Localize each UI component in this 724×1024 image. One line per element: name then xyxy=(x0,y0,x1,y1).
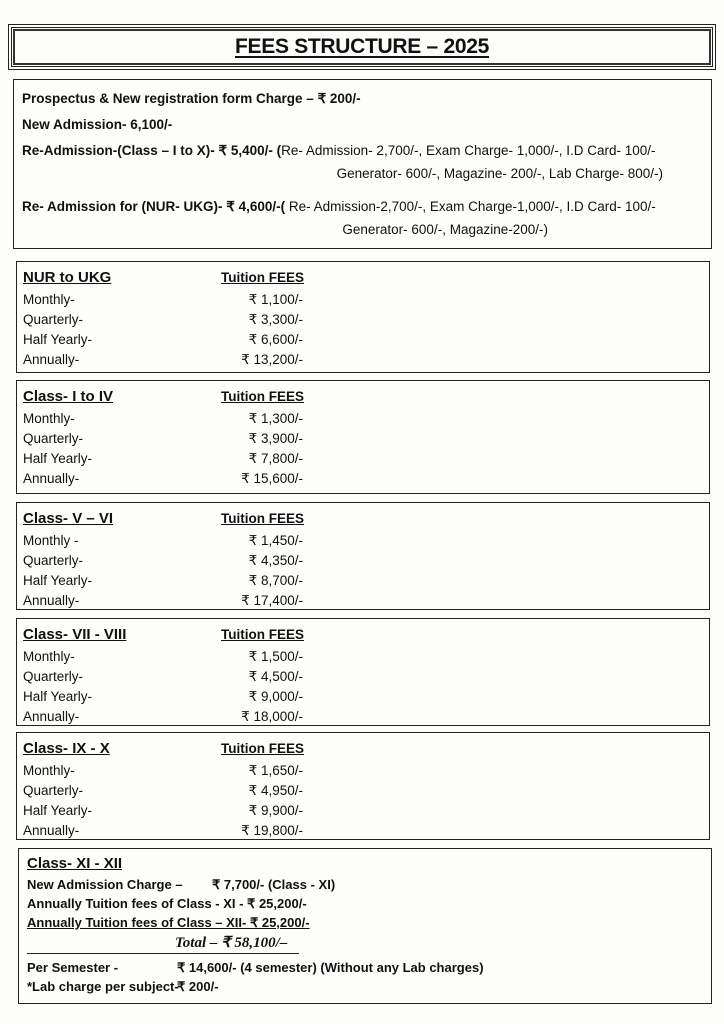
fee-row xyxy=(23,429,703,449)
fee-row xyxy=(23,531,703,551)
readmission-i-x-label: Re-Admission-(Class – I to X)- ₹ 5,400/- ( xyxy=(22,143,282,158)
fee-row xyxy=(23,290,703,310)
fee-row xyxy=(23,449,703,469)
fee-row xyxy=(23,310,703,330)
fee-value: ₹ 4,500/- xyxy=(248,669,303,684)
fee-row xyxy=(23,551,703,571)
annual-xi-row: Annually Tuition fees of Class - XI - ₹ 25,200/- xyxy=(27,896,307,911)
fee-section-class-v-vi xyxy=(16,502,710,610)
fee-label: Annually- xyxy=(23,709,80,724)
fee-label: Monthly- xyxy=(23,411,75,426)
fee-value: ₹ 4,950/- xyxy=(248,783,303,798)
readmission-i-x-breakdown-1: Re- Admission- 2,700/-, Exam Charge- 1,000/-, I.D Card- 100/- xyxy=(281,143,656,158)
fee-label: Half Yearly- xyxy=(23,573,93,588)
annual-xii-row: Annually Tuition fees of Class – XII- ₹ 25,200/- xyxy=(27,915,310,930)
fee-value: ₹ 6,600/- xyxy=(248,332,303,347)
fee-value: ₹ 1,650/- xyxy=(248,763,303,778)
section-title: Class- I to IV xyxy=(23,388,114,405)
readmission-nur-ukg-breakdown-2: Generator- 600/-, Magazine-200/-) xyxy=(342,222,548,237)
readmission-nur-ukg-breakdown-1: Re- Admission-2,700/-, Exam Charge-1,000/-, I.D Card- 100/- xyxy=(285,199,656,214)
fee-label: Monthly- xyxy=(23,649,75,664)
section-title: Class- V – VI xyxy=(23,510,114,527)
fee-row xyxy=(23,801,703,821)
readmission-nur-ukg xyxy=(22,194,703,220)
per-semester-value: ₹ 14,600/- (4 semester) (Without any Lab charges) xyxy=(177,960,484,975)
readmission-i-x xyxy=(22,138,703,164)
tuition-header: Tuition FEES xyxy=(221,389,304,404)
fee-row xyxy=(23,647,703,667)
fee-label: Quarterly- xyxy=(23,312,84,327)
fee-label: Monthly - xyxy=(23,533,79,548)
fee-section-class-i-iv xyxy=(16,380,710,494)
prospectus-charge: Prospectus & New registration form Charge – ₹ 200/- xyxy=(22,91,361,106)
fee-row xyxy=(23,571,703,591)
readmission-nur-ukg-label: Re- Admission for (NUR- UKG)- ₹ 4,600/-( xyxy=(22,199,286,214)
fee-row xyxy=(23,687,703,707)
fee-label: Monthly- xyxy=(23,763,75,778)
fee-section-class-vii-viii xyxy=(16,618,710,726)
fee-row xyxy=(23,330,703,350)
fee-row xyxy=(23,469,703,489)
new-admission-charge: New Admission- 6,100/- xyxy=(22,117,173,132)
per-semester-label: Per Semester - xyxy=(27,960,119,975)
new-admission-row xyxy=(27,875,703,894)
fee-row xyxy=(23,591,703,611)
fee-label: Annually- xyxy=(23,823,80,838)
fee-label: Half Yearly- xyxy=(23,803,93,818)
fee-value: ₹ 4,350/- xyxy=(248,553,303,568)
fee-label: Annually- xyxy=(23,471,80,486)
fee-row xyxy=(23,409,703,429)
fee-value: ₹ 3,900/- xyxy=(248,431,303,446)
fee-row xyxy=(23,707,703,727)
fee-label: Quarterly- xyxy=(23,431,84,446)
fee-label: Monthly- xyxy=(23,292,75,307)
fee-label: Half Yearly- xyxy=(23,332,93,347)
new-admission-label: New Admission Charge – xyxy=(27,877,183,892)
section-title: NUR to UKG xyxy=(23,269,112,286)
fee-value: ₹ 17,400/- xyxy=(241,593,303,608)
total-row: Total – ₹ 58,100/– xyxy=(27,932,299,954)
tuition-header: Tuition FEES xyxy=(221,741,304,756)
per-semester-row xyxy=(27,958,703,977)
fee-value: ₹ 8,700/- xyxy=(248,573,303,588)
lab-charge-row xyxy=(27,977,703,996)
new-admission-value: ₹ 7,700/- (Class - XI) xyxy=(212,877,336,892)
readmission-i-x-breakdown-2: Generator- 600/-, Magazine- 200/-, Lab Charge- 800/-) xyxy=(336,166,663,181)
lab-charge-label: *Lab charge per subject- xyxy=(27,979,179,994)
fee-label: Half Yearly- xyxy=(23,451,93,466)
fee-label: Quarterly- xyxy=(23,553,84,568)
tuition-header: Tuition FEES xyxy=(221,270,304,285)
fee-value: ₹ 18,000/- xyxy=(241,709,303,724)
fee-label: Half Yearly- xyxy=(23,689,93,704)
fee-value: ₹ 1,100/- xyxy=(248,292,303,307)
fee-row xyxy=(23,350,703,370)
section-title: Class- VII - VIII xyxy=(23,626,127,643)
fee-label: Annually- xyxy=(23,352,80,367)
fee-value: ₹ 1,500/- xyxy=(248,649,303,664)
fee-section-class-xi-xii xyxy=(18,848,712,1004)
fee-value: ₹ 1,300/- xyxy=(248,411,303,426)
section-title: Class- XI - XII xyxy=(27,855,123,872)
fee-value: ₹ 7,800/- xyxy=(248,451,303,466)
tuition-header: Tuition FEES xyxy=(221,627,304,642)
fee-row xyxy=(23,761,703,781)
fee-value: ₹ 15,600/- xyxy=(241,471,303,486)
fee-value: ₹ 1,450/- xyxy=(248,533,303,548)
fee-label: Quarterly- xyxy=(23,669,84,684)
fee-value: ₹ 19,800/- xyxy=(241,823,303,838)
fee-value: ₹ 13,200/- xyxy=(241,352,303,367)
title-banner xyxy=(8,24,716,70)
fee-value: ₹ 9,000/- xyxy=(248,689,303,704)
fee-row xyxy=(23,781,703,801)
page-title: FEES STRUCTURE – 2025 xyxy=(235,35,489,58)
fee-section-nur-ukg xyxy=(16,261,710,373)
lab-charge-value: ₹ 200/- xyxy=(177,979,219,994)
fee-section-class-ix-x xyxy=(16,732,710,840)
fee-label: Annually- xyxy=(23,593,80,608)
fee-value: ₹ 3,300/- xyxy=(248,312,303,327)
tuition-header: Tuition FEES xyxy=(221,511,304,526)
fee-label: Quarterly- xyxy=(23,783,84,798)
general-charges-box xyxy=(13,79,712,249)
fee-row xyxy=(23,821,703,841)
fee-row xyxy=(23,667,703,687)
fee-value: ₹ 9,900/- xyxy=(248,803,303,818)
section-title: Class- IX - X xyxy=(23,740,110,757)
